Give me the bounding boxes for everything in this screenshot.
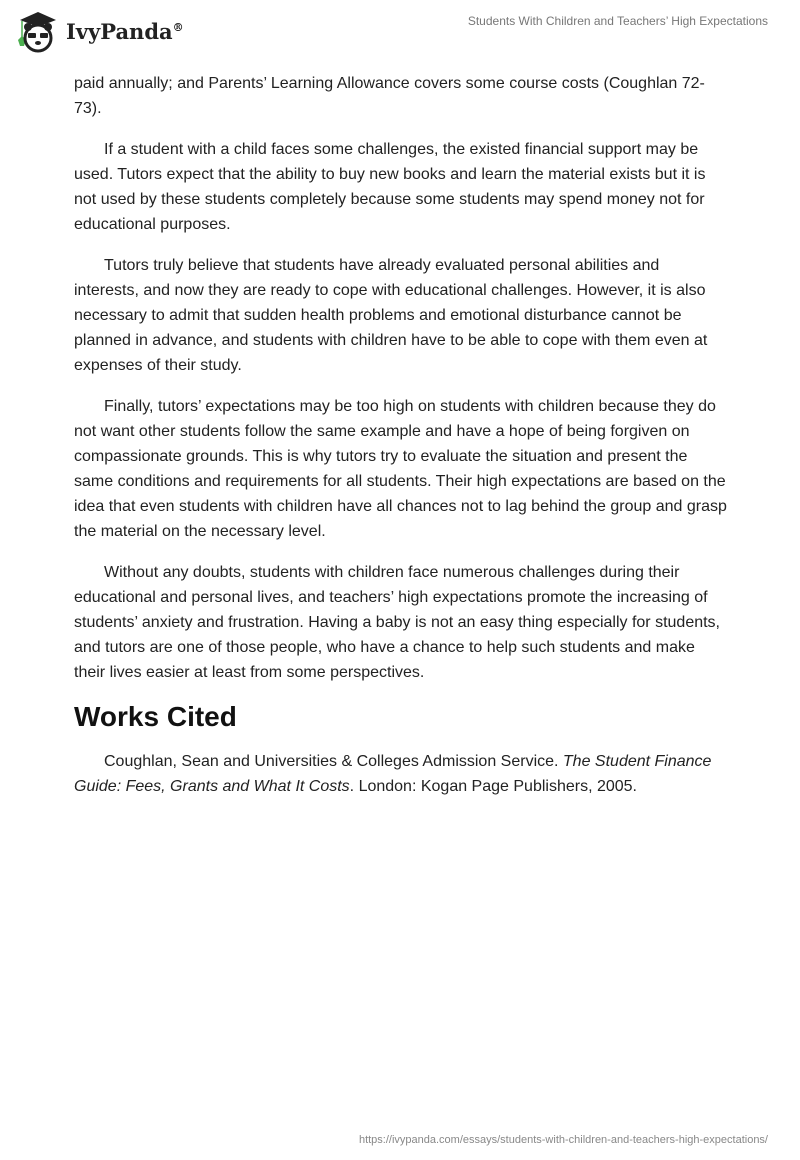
paragraph: Without any doubts, students with children face numerous challenges during their educational and personal lives, and teachers’ high expectations promote the increasing of students’ anxiety and frustration. Having a baby is not an easy thing especially for students, and tutors are one of those people, who have a chance to help such students and make their lives easier at least from some perspectives. — [74, 564, 720, 681]
paragraph: If a student with a child faces some challenges, the existed financial support may be used. Tutors expect that the ability to buy new books and learn the material exists but it is not used by these students completely because some students may spend money not for educational purposes. — [74, 141, 706, 233]
ivypanda-logo[interactable] — [16, 8, 184, 54]
works-cited-heading: Works Cited — [74, 701, 237, 732]
brand-name: IvyPanda® — [66, 18, 184, 44]
paragraph: Tutors truly believe that students have already evaluated personal abilities and interests, and now they are ready to cope with educational challenges. However, it is also necessary to admit that sudden health problems and emotional disturbance cannot be planned in advance, and students with children have to be able to cope with them even at expenses of their study. — [74, 257, 708, 374]
citation-entry: Coughlan, Sean and Universities & Colleges Admission Service. The Student Finance Guide: Fees, Grants and What It Costs. London: Kogan Page Publishers, 2005. — [74, 753, 712, 795]
citation-title: The Student Finance Guide: Fees, Grants and What It Costs — [74, 753, 712, 795]
panda-graduate-icon — [16, 8, 60, 54]
essay-body — [74, 71, 728, 815]
paragraph: Finally, tutors’ expectations may be too high on students with children because they do not want other students follow the same example and have a hope of being forgiven on compassionate grounds. This is why tutors try to evaluate the situation and present the same conditions and requirements for all students. Their high expectations are based on the idea that even students with children have all chances not to lag behind the group and grasp the material on the necessary level. — [74, 398, 727, 540]
document-title: Students With Children and Teachers’ High Expectations — [467, 14, 768, 28]
paragraph: paid annually; and Parents’ Learning Allowance covers some course costs (Coughlan 72-73). — [74, 75, 705, 117]
source-url[interactable]: https://ivypanda.com/essays/students-with-children-and-teachers-high-expectations/ — [358, 1134, 768, 1146]
